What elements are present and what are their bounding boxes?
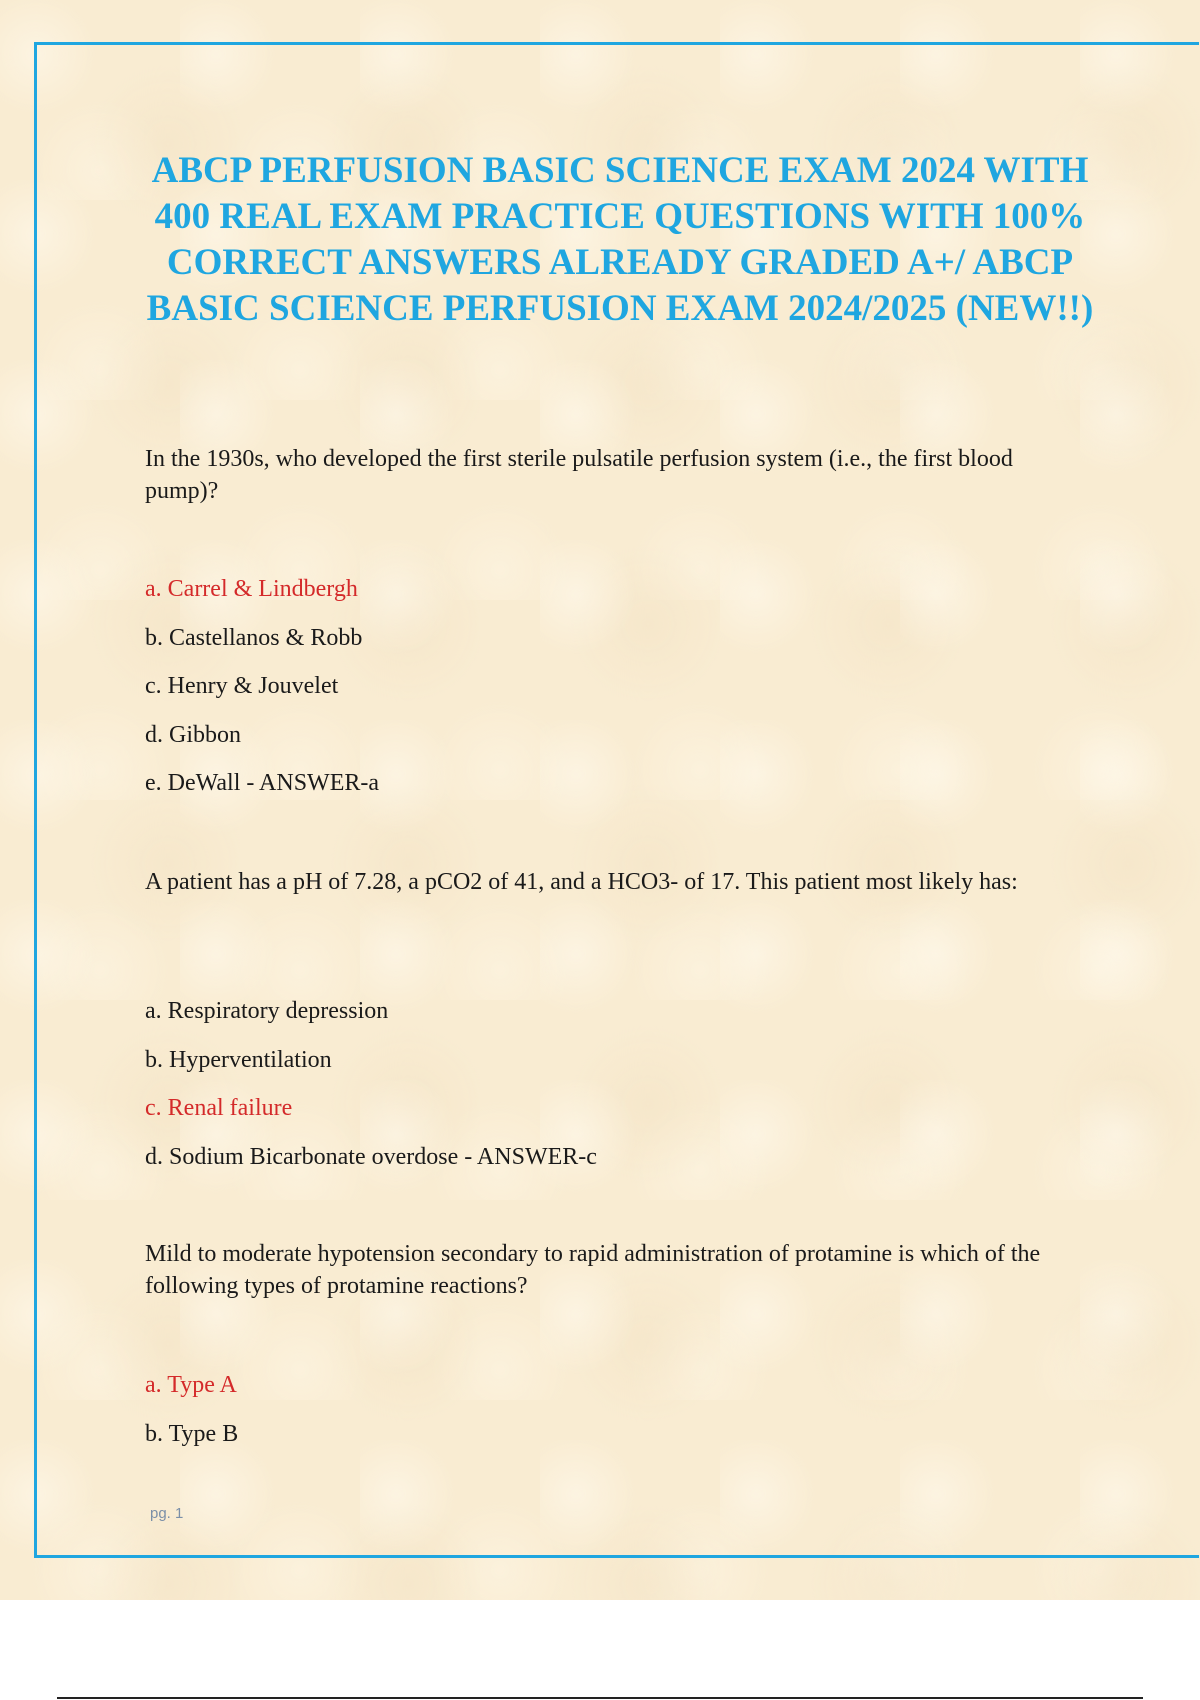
document-title: ABCP PERFUSION BASIC SCIENCE EXAM 2024 WITH 400 REAL EXAM PRACTICE QUESTIONS WITH 100% CORRECT ANSWERS ALREADY GRADED A+/ ABCP BASIC SCIENCE PERFUSION EXAM 2024/2025 (NEW!!): [146, 150, 1094, 329]
option-item: b. Castellanos & Robb: [145, 624, 363, 651]
question-2: [145, 866, 1075, 898]
question-2-options: [145, 996, 597, 1190]
question-1: [145, 443, 1075, 507]
option-item: c. Renal failure: [145, 1095, 293, 1121]
option-item: a. Carrel & Lindbergh: [145, 576, 358, 602]
option-item: a. Type A: [145, 1372, 237, 1398]
option-item: b. Hyperventilation: [145, 1046, 332, 1073]
question-text: Mild to moderate hypotension secondary to rapid administration of protamine is which of the following types of protamine reactions?: [145, 1241, 1041, 1299]
question-text: In the 1930s, who developed the first sterile pulsatile perfusion system (i.e., the first blood pump)?: [145, 446, 1013, 504]
option-item: e. DeWall - ANSWER-a: [145, 770, 379, 796]
option-item: a. Respiratory depression: [145, 998, 389, 1024]
question-text: A patient has a pH of 7.28, a pCO2 of 41, and a HCO3- of 17. This patient most likely has:: [145, 869, 1018, 895]
option-item: b. Type B: [145, 1420, 239, 1447]
divider: [57, 1697, 1143, 1699]
question-3-options: [145, 1370, 238, 1467]
question-1-options: [145, 574, 379, 817]
option-item: c. Henry & Jouvelet: [145, 673, 339, 699]
option-item: d. Gibbon: [145, 721, 241, 748]
question-3: [145, 1238, 1075, 1302]
page-number: pg. 1: [150, 1505, 184, 1522]
option-item: d. Sodium Bicarbonate overdose - ANSWER-c: [145, 1143, 597, 1170]
